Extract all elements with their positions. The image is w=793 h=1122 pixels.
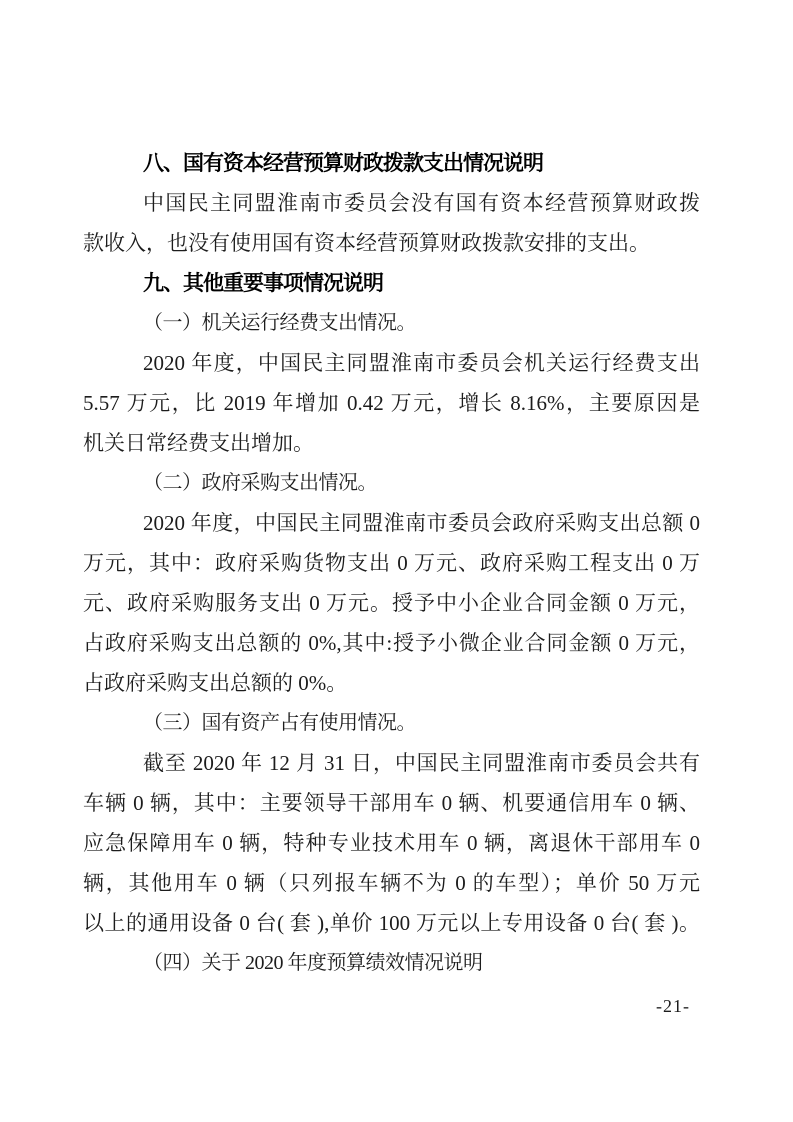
subsection-3-para-line: 以上的通用设备 0 台( 套 ),单价 100 万元以上专用设备 0 台( 套 )。 xyxy=(83,911,700,935)
section-8-para-line: 款收入，也没有使用国有资本经营预算财政拨款安排的支出。 xyxy=(83,231,650,255)
subsection-2-para-line: 占政府采购支出总额的 0%,其中:授予小微企业合同金额 0 万元， xyxy=(83,631,700,655)
document-body xyxy=(83,143,700,1021)
subsection-3-para-line: 车辆 0 辆，其中：主要领导干部用车 0 辆、机要通信用车 0 辆、 xyxy=(83,791,700,815)
section-8-para-line: 中国民主同盟淮南市委员会没有国有资本经营预算财政拨 xyxy=(143,191,700,215)
section-8-heading: 八、国有资本经营预算财政拨款支出情况说明 xyxy=(143,151,543,175)
subsection-2-para-line: 万元，其中：政府采购货物支出 0 万元、政府采购工程支出 0 万 xyxy=(83,551,700,575)
subsection-4-heading: （四）关于 2020 年度预算绩效情况说明 xyxy=(143,952,483,974)
subsection-1-para-line: 机关日常经费支出增加。 xyxy=(83,431,314,455)
subsection-3-para-line: 辆，其他用车 0 辆（只列报车辆不为 0 的车型）；单价 50 万元 xyxy=(83,871,700,895)
subsection-3-heading: （三）国有资产占有使用情况。 xyxy=(143,712,416,734)
page-number: -21- xyxy=(656,996,690,1016)
subsection-3-para-line: 截至 2020 年 12 月 31 日，中国民主同盟淮南市委员会共有 xyxy=(143,751,700,775)
subsection-2-para-line: 2020 年度，中国民主同盟淮南市委员会政府采购支出总额 0 xyxy=(143,511,700,535)
subsection-1-heading: （一）机关运行经费支出情况。 xyxy=(143,312,416,334)
subsection-2-para-line: 元、政府采购服务支出 0 万元。授予中小企业合同金额 0 万元， xyxy=(83,591,700,615)
subsection-3-para-line: 应急保障用车 0 辆，特种专业技术用车 0 辆，离退休干部用车 0 xyxy=(83,831,700,855)
subsection-1-para-line: 2020 年度，中国民主同盟淮南市委员会机关运行经费支出 xyxy=(143,351,700,375)
section-9-heading: 九、其他重要事项情况说明 xyxy=(143,271,383,295)
subsection-2-heading: （二）政府采购支出情况。 xyxy=(143,472,377,494)
subsection-1-para-line: 5.57 万元，比 2019 年增加 0.42 万元，增长 8.16%，主要原因是 xyxy=(83,391,700,415)
subsection-2-para-line: 占政府采购支出总额的 0%。 xyxy=(83,671,348,695)
